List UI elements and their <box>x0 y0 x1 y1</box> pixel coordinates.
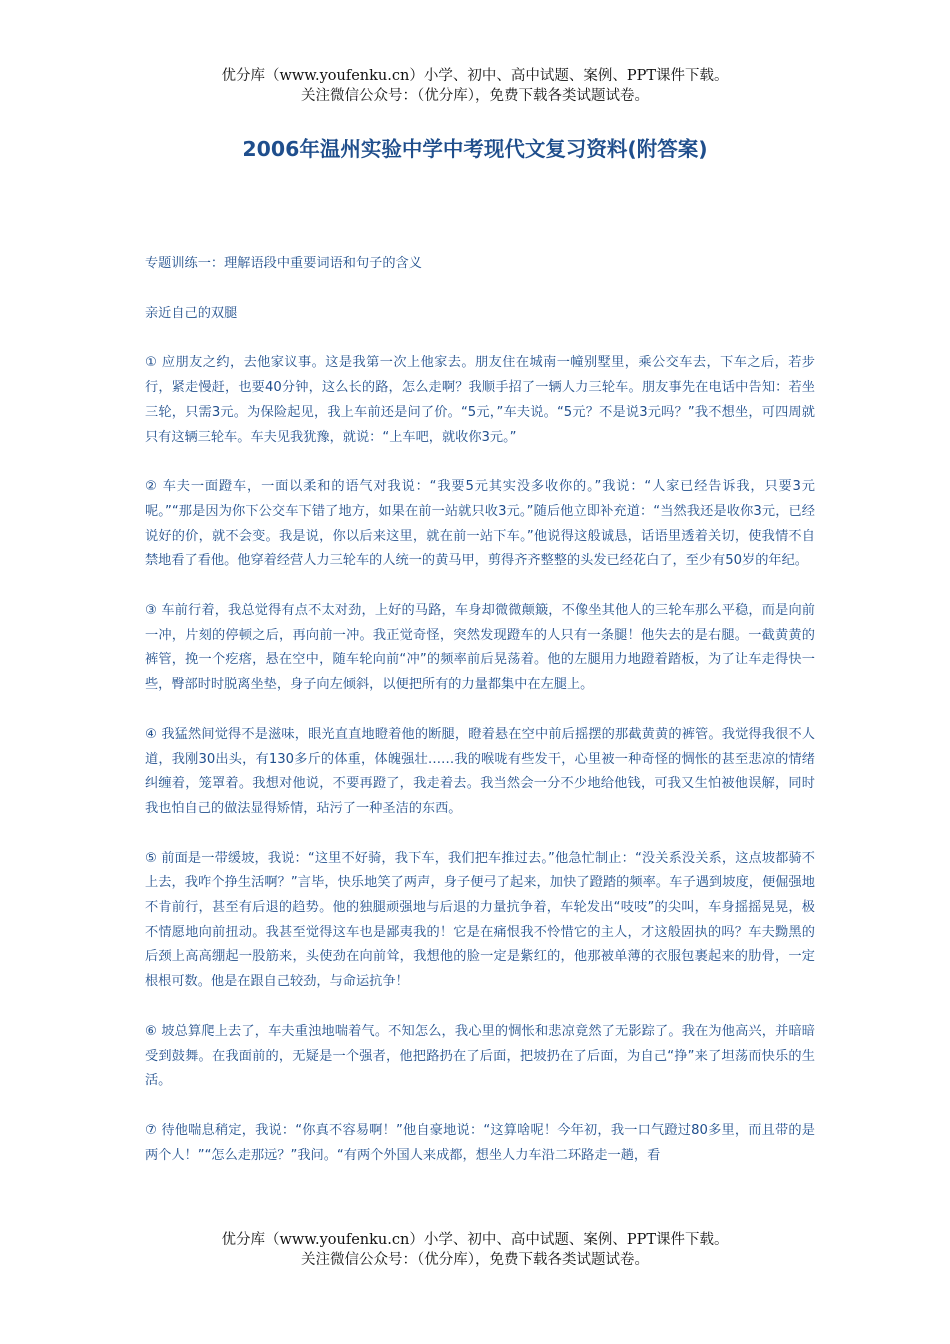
paragraph-7: ⑦ 待他喘息稍定，我说：“你真不容易啊！”他自豪地说：“这算啥呢！今年初，我一口气蹬过80多里，而且带的是两个人！”“怎么走那远？”我问。“有两个外国人来成都，想坐人力车沿二环路走一趟，看 <box>145 1122 815 1163</box>
document-title: 2006年温州实验中学中考现代文复习资料(附答案) <box>242 137 708 161</box>
paragraph-1: ① 应朋友之约，去他家议事。这是我第一次上他家去。朋友住在城南一幢别墅里，乘公交车去，下车之后，若步行，紧走慢赶，也要40分钟，这么长的路，怎么走啊？我顺手招了一辆人力三轮车。朋友事先在电话中告知：若坐三轮，只需3元。为保险起见，我上车前还是问了价。“5元，”车夫说。“5元？不是说3元吗？”我不想坐，可四周就只有这辆三轮车。车夫见我犹豫，就说：“上车吧，就收你3元。” <box>145 355 815 445</box>
paragraph-2: ② 车夫一面蹬车，一面以柔和的语气对我说：“我要5元其实没多收你的。”我说：“人家已经告诉我，只要3元呢。”“那是因为你下公交车下错了地方，如果在前一站就只收3元。”随后他立即补充道：“当然我还是收你3元，已经说好的价，就不会变。我是说，你以后来这里，就在前一站下车。”他说得这般诚恳，话语里透着关切，使我情不自禁地看了看他。他穿着经营人力三轮车的人统一的黄马甲，剪得齐齐整整的头发已经花白了，至少有50岁的年纪。 <box>145 479 815 569</box>
paragraph-3: ③ 车前行着，我总觉得有点不太对劲，上好的马路，车身却微微颠簸，不像坐其他人的三轮车那么平稳，而是向前一冲，片刻的停顿之后，再向前一冲。我正觉奇怪，突然发现蹬车的人只有一条腿！他失去的是右腿。一截黄黄的裤管，挽一个疙瘩，悬在空中，随车轮向前“冲”的频率前后晃荡着。他的左腿用力地蹬着踏板，为了让车走得快一些，臀部时时脱离坐垫，身子向左倾斜，以便把所有的力量都集中在左腿上。 <box>145 603 815 693</box>
page-footer-line-2: 关注微信公众号：（优分库），免费下载各类试题试卷。 <box>301 1252 649 1268</box>
document-body <box>145 252 815 1216</box>
page-header-line-2: 关注微信公众号：（优分库），免费下载各类试题试卷。 <box>301 88 649 104</box>
section-heading: 专题训练一：理解语段中重要词语和句子的含义 <box>145 256 422 271</box>
article-title: 亲近自己的双腿 <box>145 305 238 321</box>
paragraph-5: ⑤ 前面是一带缓坡，我说：“这里不好骑，我下车，我们把车推过去。”他急忙制止：“没关系没关系，这点坡都骑不上去，我咋个挣生活啊？”言毕，快乐地笑了两声，身子便弓了起来，加快了蹬踏的频率。车子遇到坡度，便倔强地不肯前行，甚至有后退的趋势。他的独腿顽强地与后退的力量抗争着，车轮发出“吱吱”的尖叫，车身摇摇晃晃，极不情愿地向前扭动。我甚至觉得这车也是鄙夷我的！它是在痛恨我不怜惜它的主人，才这般固执的吗？车夫黝黑的后颈上高高绷起一股筋来，头使劲在向前耸，我想他的脸一定是紫红的，他那被单薄的衣服包裹起来的肋骨，一定根根可数。他是在跟自己较劲，与命运抗争！ <box>145 850 815 990</box>
paragraph-4: ④ 我猛然间觉得不是滋味，眼光直直地瞪着他的断腿，瞪着悬在空中前后摇摆的那截黄黄的裤管。我觉得我很不人道，我刚30出头，有130多斤的体重，体魄强壮……我的喉咙有些发干，心里被一种奇怪的惆怅的甚至悲凉的情绪纠缠着，笼罩着。我想对他说，不要再蹬了，我走着去。我当然会一分不少地给他钱，可我又生怕被他误解，同时我也怕自己的做法显得矫情，玷污了一种圣洁的东西。 <box>145 726 815 816</box>
paragraph-6: ⑥ 坡总算爬上去了，车夫重浊地喘着气。不知怎么，我心里的惆怅和悲凉竟然了无影踪了。我在为他高兴，并暗暗受到鼓舞。在我面前的，无疑是一个强者，他把路扔在了后面，把坡扔在了后面，为自己“挣”来了坦荡而快乐的生活。 <box>145 1023 815 1089</box>
page-footer-line-1: 优分库（www.youfenku.cn）小学、初中、高中试题、案例、PPT课件下载。 <box>221 1232 729 1248</box>
page-header-line-1: 优分库（www.youfenku.cn）小学、初中、高中试题、案例、PPT课件下载。 <box>221 68 729 84</box>
